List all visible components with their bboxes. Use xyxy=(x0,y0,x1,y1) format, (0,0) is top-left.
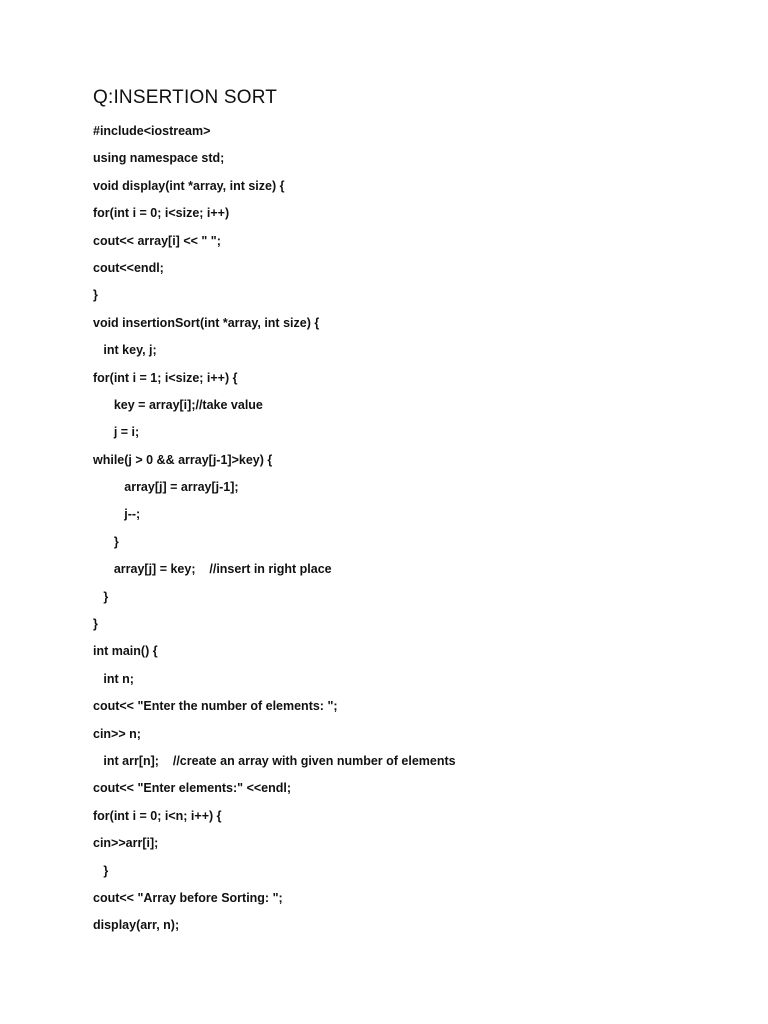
code-line: } xyxy=(93,589,109,604)
code-line: cout<< array[i] << " "; xyxy=(93,233,221,248)
code-line: j = i; xyxy=(93,425,140,440)
code-line: array[j] = array[j-1]; xyxy=(93,480,239,495)
code-line: } xyxy=(93,288,98,303)
code-line: } xyxy=(93,534,119,549)
code-line: int arr[n]; //create an array with given number of elements xyxy=(93,753,456,768)
code-line: void display(int *array, int size) { xyxy=(93,178,285,193)
code-line: cout<< "Enter the number of elements: "; xyxy=(93,699,338,714)
page-title: Q:INSERTION SORT xyxy=(93,87,278,108)
code-line: array[j] = key; //insert in right place xyxy=(93,562,332,577)
code-line: key = array[i];//take value xyxy=(93,397,263,412)
code-line: #include<iostream> xyxy=(93,124,211,138)
code-line: using namespace std; xyxy=(93,151,225,166)
code-line: } xyxy=(93,863,109,878)
code-line: int key, j; xyxy=(93,343,157,358)
code-line: for(int i = 1; i<size; i++) { xyxy=(93,370,238,385)
code-line: cout<<endl; xyxy=(93,260,164,275)
code-line: display(arr, n); xyxy=(93,918,180,933)
code-listing xyxy=(93,118,456,940)
code-line: for(int i = 0; i<n; i++) { xyxy=(93,808,222,823)
code-line: cout<< "Array before Sorting: "; xyxy=(93,890,283,905)
code-line: cin>> n; xyxy=(93,726,141,741)
code-line: void insertionSort(int *array, int size) { xyxy=(93,315,320,330)
code-line: for(int i = 0; i<size; i++) xyxy=(93,206,230,221)
code-line: cout<< "Enter elements:" <<endl; xyxy=(93,781,292,796)
code-line: int main() { xyxy=(93,644,158,659)
code-line: cin>>arr[i]; xyxy=(93,836,159,851)
code-line: while(j > 0 && array[j-1]>key) { xyxy=(93,452,273,467)
code-line: int n; xyxy=(93,671,134,686)
code-line: } xyxy=(93,617,98,632)
code-line: j--; xyxy=(93,507,141,522)
